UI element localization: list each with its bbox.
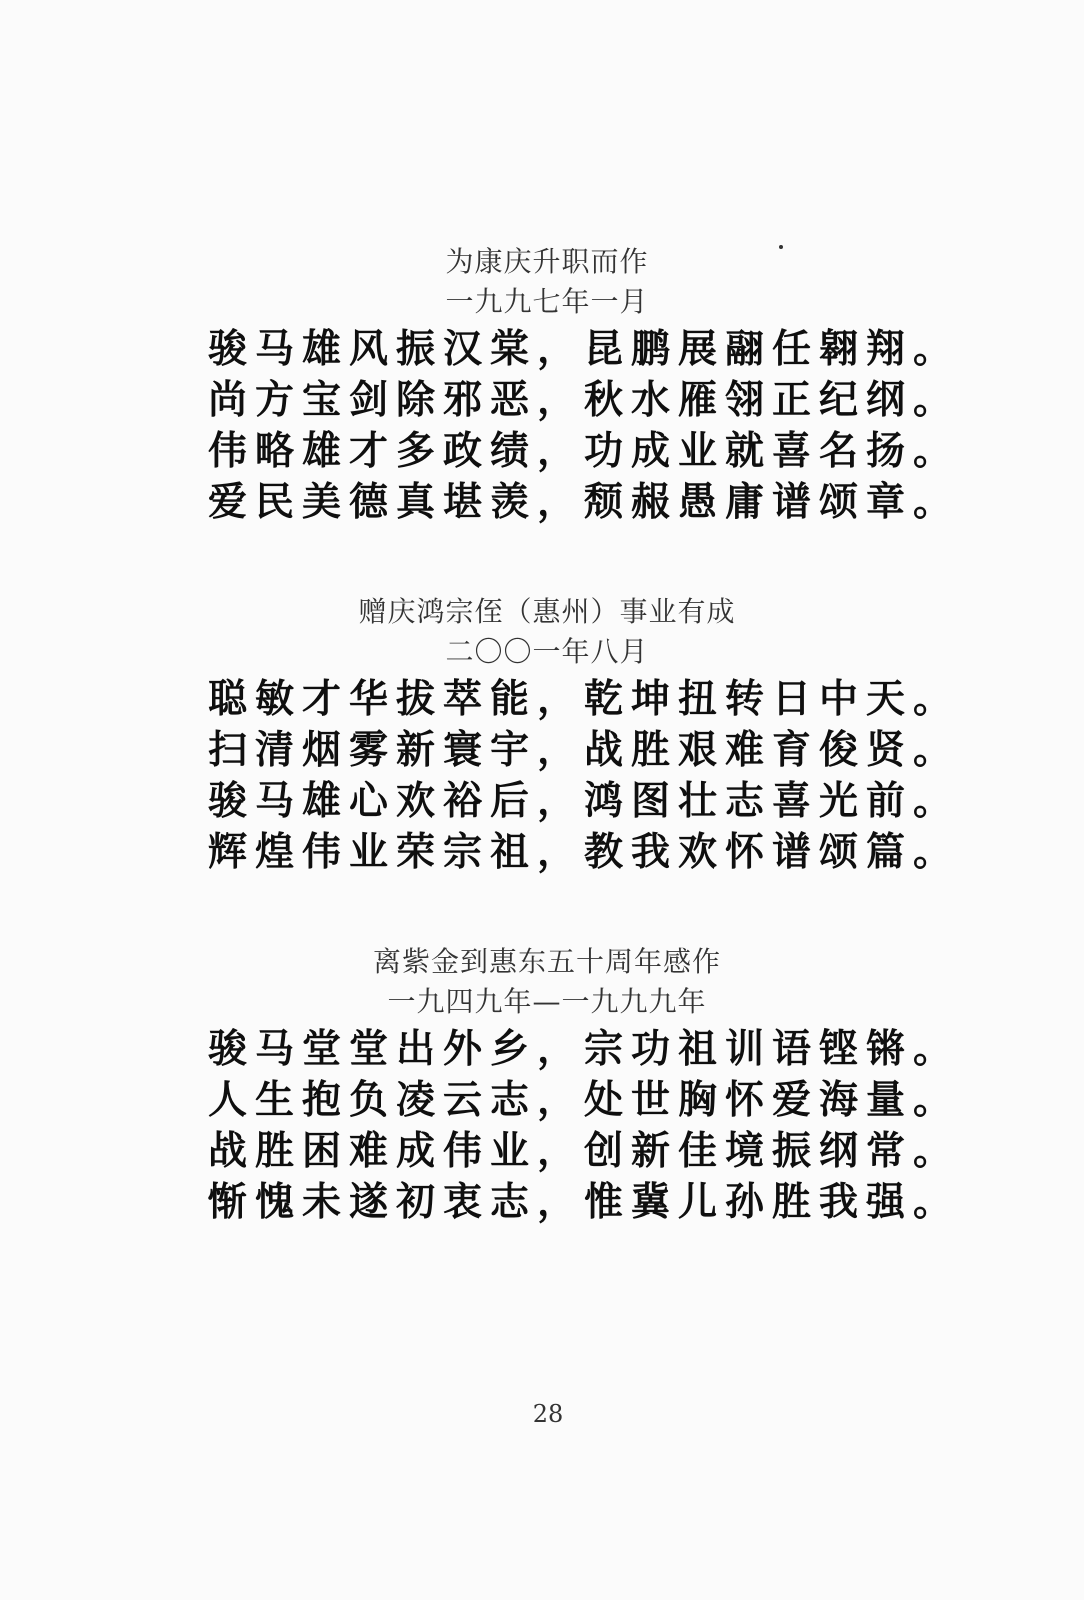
- poem-line: 惭愧未遂初衷志，惟冀儿孙胜我强。: [208, 1180, 961, 1225]
- poem-line: 聪敏才华拔萃能，乾坤扭转日中天。: [208, 677, 961, 722]
- poem-line: 战胜困难成伟业，创新佳境振纲常。: [208, 1129, 961, 1174]
- poem-line: 骏马雄风振汉棠，昆鹏展翮任翱翔。: [208, 327, 961, 372]
- poem-lines: [208, 324, 1084, 528]
- poem-1: [0, 242, 1084, 528]
- poem-title: 赠庆鸿宗侄（惠州）事业有成: [358, 595, 736, 628]
- poem-line: 爱民美德真堪羡，颓赧愚庸谱颂章。: [208, 480, 961, 525]
- poem-lines: [208, 674, 1084, 878]
- poem-date: 一九九七年一月: [445, 285, 649, 318]
- poem-line: 辉煌伟业荣宗祖，教我欢怀谱颂篇。: [208, 830, 961, 875]
- poem-line: 骏马雄心欢裕后，鸿图壮志喜光前。: [208, 779, 961, 824]
- poem-lines: [208, 1024, 1084, 1228]
- poem-line: 尚方宝剑除邪恶，秋水雁翎正纪纲。: [208, 378, 961, 423]
- poem-line: 伟略雄才多政绩，功成业就喜名扬。: [208, 429, 961, 474]
- poem-date: 一九四九年—一九九九年: [387, 985, 707, 1018]
- poem-line: 人生抱负凌云志，处世胸怀爱海量。: [208, 1078, 961, 1123]
- poem-2: [0, 592, 1084, 878]
- poem-line: 扫清烟雾新寰宇，战胜艰难育俊贤。: [208, 728, 961, 773]
- poem-line: 骏马堂堂出外乡，宗功祖训语铿锵。: [208, 1027, 961, 1072]
- poem-date: 二〇〇一年八月: [445, 635, 649, 668]
- page-number: 28: [532, 1400, 564, 1428]
- poem-3: [0, 942, 1084, 1228]
- poem-title: 离紫金到惠东五十周年感作: [372, 945, 721, 978]
- poem-title: 为康庆升职而作: [445, 245, 649, 278]
